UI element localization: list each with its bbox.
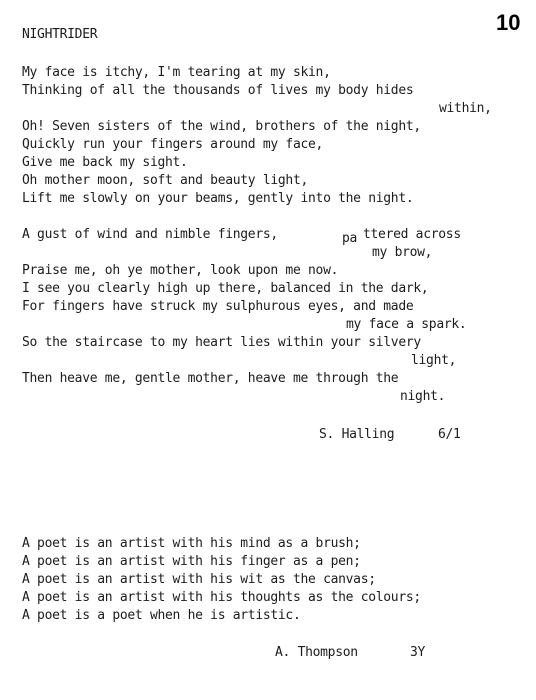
poem-line: Lift me slowly on your beams, gently into the night. (22, 191, 414, 206)
poem-line: within, (439, 101, 492, 116)
poem-line: A gust of wind and nimble fingers, (22, 227, 278, 242)
poem-line-fragment: ttered across (363, 227, 461, 242)
poem-line: Praise me, oh ye mother, look upon me now. (22, 263, 339, 278)
poem-line: Quickly run your fingers around my face, (22, 137, 324, 152)
poem-title: NIGHTRIDER (22, 27, 98, 42)
poem-line: Oh mother moon, soft and beauty light, (22, 173, 309, 188)
poem-line: A poet is an artist with his wit as the canvas; (22, 572, 376, 587)
poem-line: Thinking of all the thousands of lives my body hides (22, 83, 414, 98)
poem-line: My face is itchy, I'm tearing at my skin, (22, 65, 331, 80)
poem-form: 3Y (410, 645, 426, 660)
poem-line: For fingers have struck my sulphurous eyes, and made (22, 299, 414, 314)
poem-author: A. Thompson (275, 645, 358, 660)
poem-line: A poet is an artist with his thoughts as the colours; (22, 590, 421, 605)
poem-line: A poet is an artist with his finger as a pen; (22, 554, 361, 569)
poem-line: So the staircase to my heart lies within your silvery (22, 335, 421, 350)
poem-line-fragment: pa (342, 231, 358, 246)
poem-line: Give me back my sight. (22, 155, 188, 170)
poem-line: my face a spark. (346, 317, 467, 332)
poem-line: Oh! Seven sisters of the wind, brothers of the night, (22, 119, 421, 134)
poem-line: A poet is a poet when he is artistic. (22, 608, 301, 623)
poem-line: my brow, (372, 245, 433, 260)
poem-line: A poet is an artist with his mind as a brush; (22, 536, 361, 551)
poem-form: 6/1 (438, 427, 461, 442)
poem-line: Then heave me, gentle mother, heave me through the (22, 371, 399, 386)
poem-line: light, (411, 353, 457, 368)
poem-line: I see you clearly high up there, balanced in the dark, (22, 281, 429, 296)
page-number: 10 (496, 10, 521, 35)
poem-line: night. (400, 389, 446, 404)
poem-author: S. Halling (319, 427, 395, 442)
